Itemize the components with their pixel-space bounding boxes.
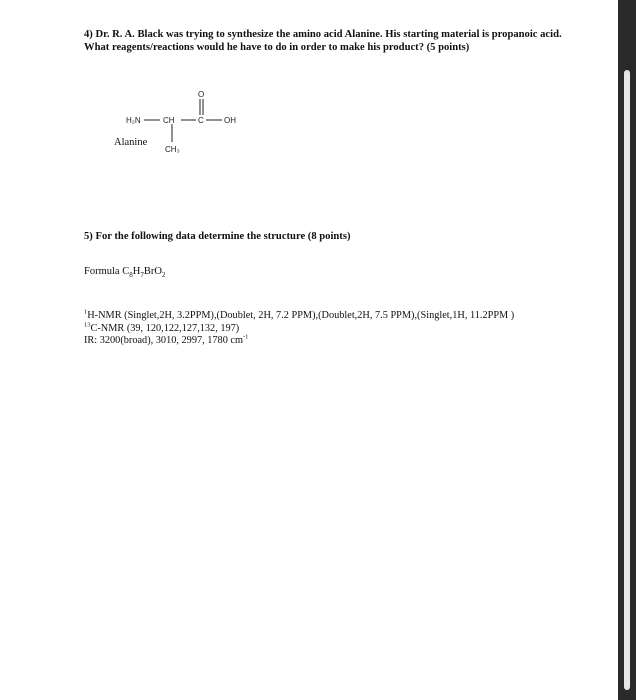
atom-oxygen: O bbox=[198, 90, 205, 99]
atom-ch: CH bbox=[163, 116, 175, 125]
formula-prefix: Formula C bbox=[84, 266, 130, 277]
alanine-label: Alanine bbox=[114, 137, 148, 148]
question-4-text: 4) Dr. R. A. Black was trying to synthesize the amino acid Alanine. His starting material is propanoic acid. What reagents/reactions would he have to do in order to make his product? (5 points) bbox=[84, 29, 562, 53]
atom-methyl: CH₃ bbox=[165, 145, 180, 154]
atom-hydroxyl: OH bbox=[224, 116, 236, 125]
atom-carbonyl-c: C bbox=[198, 116, 204, 125]
molecular-formula bbox=[84, 266, 165, 279]
formula-rest: BrO bbox=[143, 266, 162, 277]
question-5-text: 5) For the following data determine the structure (8 points) bbox=[84, 231, 351, 242]
scrollbar-thumb[interactable] bbox=[624, 70, 630, 690]
ir-line bbox=[84, 335, 604, 348]
cnmr-sup: 13 bbox=[84, 321, 91, 329]
formula-h-count: 7 bbox=[140, 271, 144, 280]
hnmr-sup: 1 bbox=[84, 308, 88, 316]
ir-text: IR: 3200(broad), 3010, 2997, 1780 cm bbox=[84, 335, 244, 346]
formula-o-count: 2 bbox=[161, 271, 166, 280]
cnmr-line bbox=[84, 323, 604, 336]
formula-h: H bbox=[132, 266, 141, 277]
cnmr-text: C-NMR (39, 120,122,127,132, 197) bbox=[90, 322, 240, 334]
hnmr-line bbox=[84, 310, 604, 323]
alanine-structure bbox=[100, 90, 260, 170]
formula-c-count: 8 bbox=[129, 271, 133, 280]
ir-sup: -1 bbox=[243, 333, 249, 341]
spectral-data bbox=[84, 310, 604, 348]
alanine-structure-diagram bbox=[100, 90, 260, 170]
hnmr-text: H-NMR (Singlet,2H, 3.2PPM),(Doublet, 2H, 7.2 PPM),(Doublet,2H, 7.5 PPM),(Singlet,1H, 11.2PPM ) bbox=[87, 310, 515, 321]
atom-amine: H₂N bbox=[126, 116, 141, 125]
